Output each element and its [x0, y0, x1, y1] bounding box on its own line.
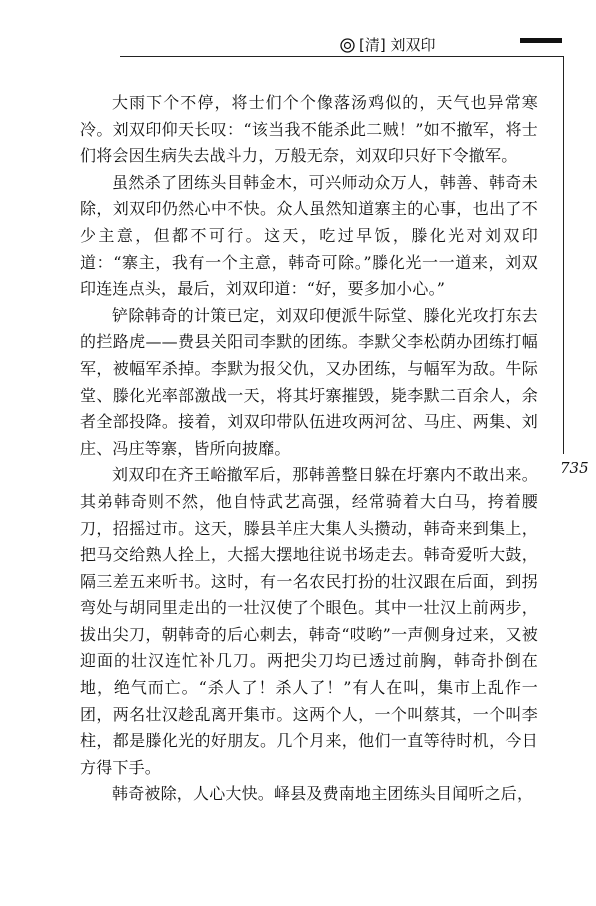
paragraph: 刘双印在齐王峪撤军后，那韩善整日躲在圩寨内不敢出来。其弟韩奇则不然，他自恃武艺高强，经常骑着大白马，挎着腰刀，招摇过市。这天，滕县羊庄大集人头攒动，韩奇来到集上，把马交给熟人拴上，大摇大摆地往说书场走去。韩奇爱听大鼓，隔三差五来听书。这时，有一名农民打扮的壮汉跟在后面，到拐弯处与胡同里走出的一壮汉使了个眼色。其中一壮汉上前两步，拔出尖刀，朝韩奇的后心刺去，韩奇“哎哟”一声侧身过来，又被迎面的壮汉连忙补几刀。两把尖刀均已透过前胸，韩奇扑倒在地，绝气而亡。“杀人了！杀人了！”有人在叫，集市上乱作一团，两名壮汉趁乱离开集市。这两个人，一个叫蔡其，一个叫李柱，都是滕化光的好朋友。几个月来，他们一直等待时机，今日方得下手。: [80, 465, 538, 777]
margin-rule: [563, 56, 564, 454]
paragraph: 虽然杀了团练头目韩金木，可兴师动众万人，韩善、韩奇未除，刘双印仍然心中不快。众人虽然知道寨主的心事，也出了不少主意，但都不可行。这天，吃过早饭，滕化光对刘双印道：“寨主，我有一个主意，韩奇可除。”滕化光一一道来，刘双印连连点头，最后，刘双印道：“好，要多加小心。”: [80, 172, 538, 299]
header-rule-tab: [520, 38, 562, 43]
paragraph: 大雨下个不停，将士们个个像落汤鸡似的，天气也异常寒冷。刘双印仰天长叹：“该当我不能杀此二贼！”如不撤军，将士们将会因生病失去战斗力，万般无奈，刘双印只好下令撤军。: [80, 93, 538, 166]
paragraph: 韩奇被除，人心大快。峄县及费南地主团练头目闻听之后，: [112, 784, 534, 804]
header-rule: [120, 56, 564, 57]
running-header: [340, 34, 516, 56]
page-number: 735: [560, 459, 589, 477]
circle-target-icon: [340, 38, 355, 53]
body-text: [80, 90, 538, 808]
header-title: [清] 刘双印: [359, 36, 436, 54]
paragraph: 铲除韩奇的计策已定，刘双印便派牛际堂、滕化光攻打东去的拦路虎——费县关阳司李默的团练。李默父李松荫办团练打幅军，被幅军杀掉。李默为报父仇，又办团练，与幅军为敌。牛际堂、滕化光率部激战一天，将其圩寨摧毁，毙李默二百余人，余者全部投降。接着，刘双印带队伍进攻两河岔、马庄、两集、刘庄、冯庄等寨，皆所向披靡。: [80, 305, 538, 458]
